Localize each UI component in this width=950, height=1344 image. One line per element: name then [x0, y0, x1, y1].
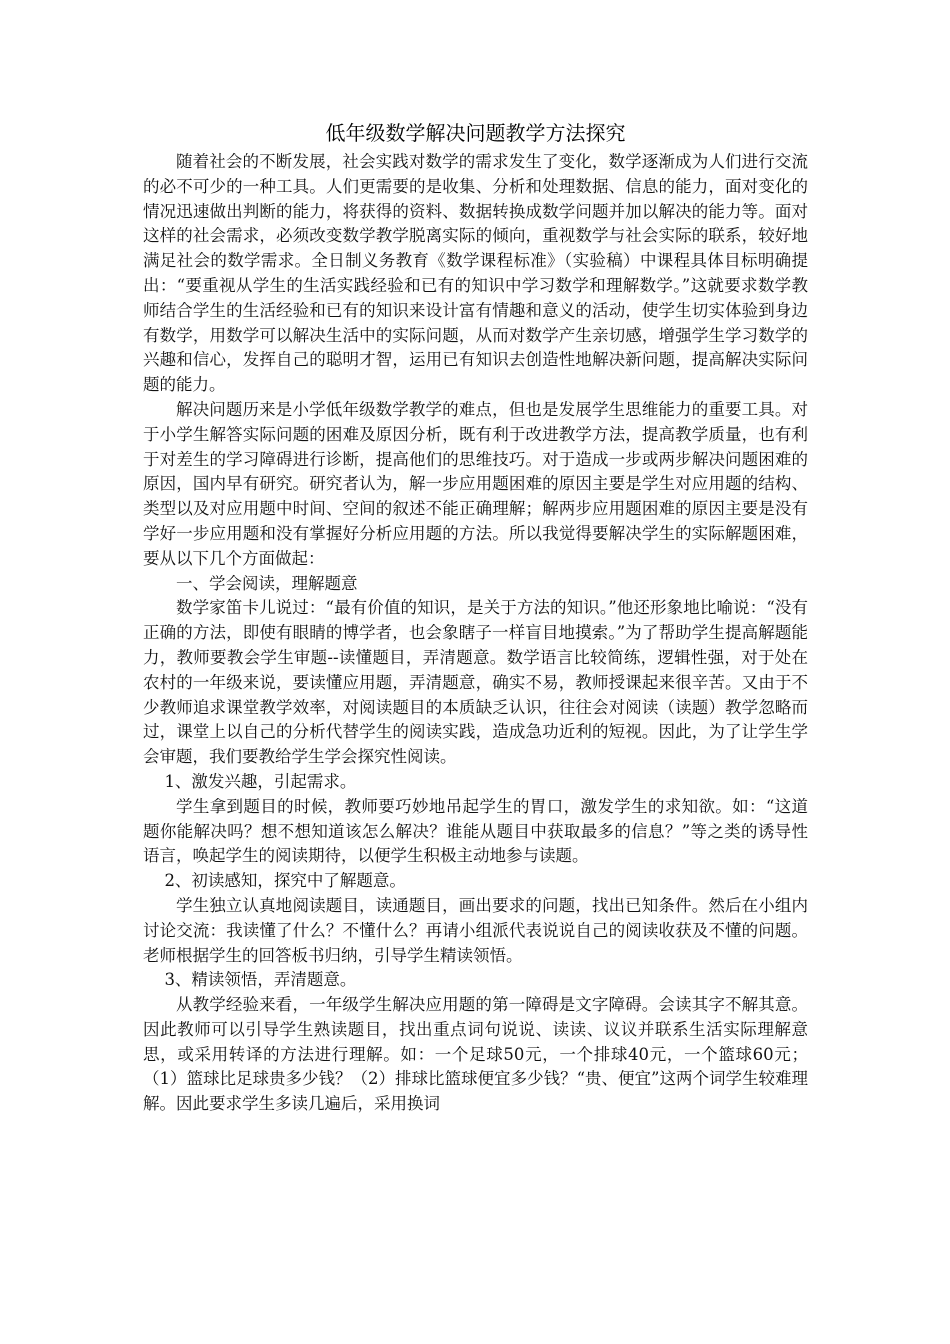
paragraph-first-reading: 学生独立认真地阅读题目，读通题目，画出要求的问题，找出已知条件。然后在小组内讨论交流：我读懂了什么？不懂什么？再请小组派代表说说自己的阅读收获及不懂的问题。老师根据学生的回答板书归纳，引导学生精读领悟。: [143, 895, 808, 965]
paragraph-interest: 学生拿到题目的时候，教师要巧妙地吊起学生的胃口，激发学生的求知欲。如：“这道题你能解决吗？想不想知道该怎么解决？谁能从题目中获取最多的信息？”等之类的诱导性语言，唤起学生的阅读期待，以便学生积极主动地参与读题。: [143, 796, 808, 866]
paragraph-problem-analysis: 解决问题历来是小学低年级数学教学的难点，但也是发展学生思维能力的重要工具。对于小学生解答实际问题的困难及原因分析，既有利于改进教学方法，提高教学质量，也有利于对差生的学习障碍进行诊断，提高他们的思维技巧。对于造成一步或两步解决问题困难的原因，国内早有研究。研究者认为，解一步应用题困难的原因主要是学生对应用题的结构、类型以及对应用题中时间、空间的叙述不能正确理解；解两步应用题困难的原因主要是没有学好一步应用题和没有掌握好分析应用题的方法。所以我觉得要解决学生的实际解题困难，要从以下几个方面做起：: [143, 399, 808, 568]
subheading-first-reading: 2、初读感知，探究中了解题意。: [164, 871, 406, 891]
document-page: [143, 118, 808, 1117]
document-title: 低年级数学解决问题教学方法探究: [325, 121, 626, 145]
paragraph-close-reading: 从教学经验来看，一年级学生解决应用题的第一障碍是文字障碍。会读其字不解其意。因此教师可以引导学生熟读题目，找出重点词句说说、读读、议议并联系生活实际理解意思，或采用转译的方法进行理解。如：一个足球50元，一个排球40元，一个篮球60元；（1）篮球比足球贵多少钱？（2）排球比篮球便宜多少钱？“贵、便宜”这两个词学生较难理解。因此要求学生多读几遍后，采用换词: [143, 995, 808, 1114]
subheading-close-reading: 3、精读领悟，弄清题意。: [164, 970, 357, 990]
section-heading-reading: 一、学会阅读，理解题意: [176, 573, 358, 593]
paragraph-descartes: 数学家笛卡儿说过：“最有价值的知识，是关于方法的知识。”他还形象地比喻说：“没有正确的方法，即使有眼睛的博学者，也会象瞎子一样盲目地摸索。”为了帮助学生提高解题能力，教师要教会学生审题--读懂题目，弄清题意。数学语言比较简练，逻辑性强，对于处在农村的一年级来说，要读懂应用题，弄清题意，确实不易，教师授课起来很辛苦。又由于不少教师追求课堂教学效率，对阅读题目的本质缺乏认识，往往会对阅读（读题）教学忽略而过，课堂上以自己的分析代替学生的阅读实践，造成急功近利的短视。因此，为了让学生学会审题，我们要教给学生学会探究性阅读。: [143, 598, 808, 767]
paragraph-intro: 随着社会的不断发展，社会实践对数学的需求发生了变化，数学逐渐成为人们进行交流的必不可少的一种工具。人们更需要的是收集、分析和处理数据、信息的能力，面对变化的情况迅速做出判断的能力，将获得的资料、数据转换成数学问题并加以解决的能力等。面对这样的社会需求，必须改变数学教学脱离实际的倾向，重视数学与社会实际的联系，较好地满足社会的数学需求。全日制义务教育《数学课程标准》（实验稿）中课程具体目标明确提出：“要重视从学生的生活实践经验和已有的知识中学习数学和理解数学。”这就要求数学教师结合学生的生活经验和已有的知识来设计富有情趣和意义的活动，使学生切实体验到身边有数学，用数学可以解决生活中的实际问题，从而对数学产生亲切感，增强学生学习数学的兴趣和信心，发挥自己的聪明才智，运用已有知识去创造性地解决新问题，提高解决实际问题的能力。: [143, 152, 808, 395]
subheading-interest: 1、激发兴趣，引起需求。: [164, 771, 357, 791]
